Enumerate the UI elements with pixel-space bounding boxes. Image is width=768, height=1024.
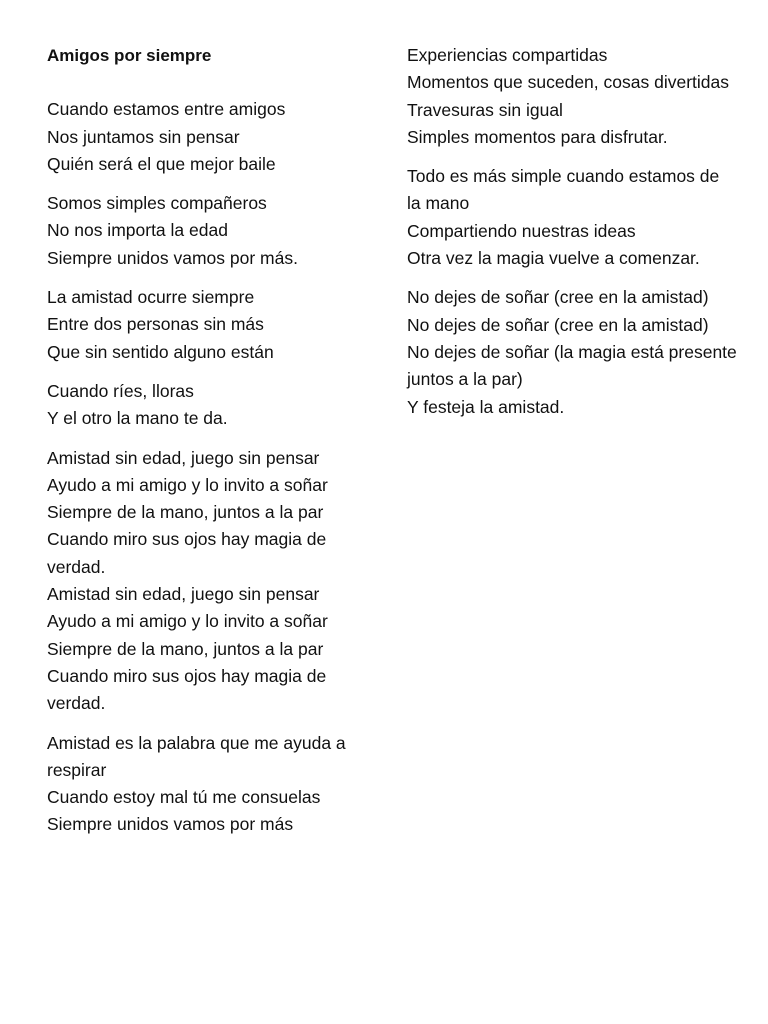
lyric-line: Entre dos personas sin más — [47, 314, 264, 335]
lyric-line: Siempre de la mano, juntos a la par — [47, 502, 324, 523]
lyric-line: Amistad es la palabra que me ayuda a respirar — [47, 732, 346, 780]
lyric-line: Quién será el que mejor baile — [47, 153, 276, 174]
lyric-line: Simples momentos para disfrutar. — [407, 126, 668, 147]
stanza — [47, 730, 367, 839]
song-title: Amigos por siempre — [47, 46, 212, 65]
lyric-line: Cuando miro sus ojos hay magia de verdad. — [47, 665, 327, 714]
lyric-line: Y festeja la amistad. — [407, 396, 565, 417]
lyric-line: No dejes de soñar (cree en la amistad) — [407, 287, 709, 308]
lyric-line: Amistad sin edad, juego sin pensar — [47, 584, 320, 605]
lyric-line: Y el otro la mano te da. — [47, 408, 228, 429]
lyric-line: Travesuras sin igual — [407, 99, 563, 120]
lyric-line: Momentos que suceden, cosas divertidas — [407, 72, 729, 93]
lyric-line: Siempre de la mano, juntos a la par — [47, 638, 324, 659]
stanza — [47, 96, 367, 178]
lyric-line: Cuando miro sus ojos hay magia de verdad. — [47, 529, 327, 577]
stanza — [407, 42, 737, 151]
lyric-line: Siempre unidos vamos por más — [47, 814, 294, 835]
lyric-line: La amistad ocurre siempre — [47, 287, 255, 308]
stanza — [47, 190, 367, 272]
lyric-line: No nos importa la edad — [47, 220, 228, 241]
lyric-line: Todo es más simple cuando estamos de la mano — [407, 166, 720, 214]
lyric-line: Ayudo a mi amigo y lo invito a soñar — [47, 474, 328, 495]
lyric-line: Cuando ríes, lloras — [47, 380, 194, 401]
lyric-line: Nos juntamos sin pensar — [47, 126, 240, 147]
stanza — [407, 163, 737, 272]
lyric-line: Experiencias compartidas — [407, 45, 608, 65]
lyric-line: Cuando estamos entre amigos — [47, 99, 286, 120]
stanza — [407, 284, 737, 420]
stanza — [47, 284, 367, 366]
right-column — [407, 42, 737, 433]
stanza — [47, 445, 367, 718]
lyric-line: Que sin sentido alguno están — [47, 341, 274, 362]
lyric-line: Somos simples compañeros — [47, 193, 267, 214]
lyric-line: No dejes de soñar (cree en la amistad) — [407, 314, 709, 335]
lyric-line: Otra vez la magia vuelve a comenzar. — [407, 248, 700, 269]
lyric-line: Amistad sin edad, juego sin pensar — [47, 447, 320, 468]
stanza — [47, 378, 367, 433]
lyric-line: Ayudo a mi amigo y lo invito a soñar — [47, 611, 328, 632]
lyric-line: No dejes de soñar (la magia está presente juntos a la par) — [407, 341, 737, 390]
left-column — [47, 42, 367, 851]
lyric-line: Cuando estoy mal tú me consuelas — [47, 787, 321, 808]
lyric-line: Siempre unidos vamos por más. — [47, 247, 298, 268]
lyric-line: Compartiendo nuestras ideas — [407, 220, 636, 241]
